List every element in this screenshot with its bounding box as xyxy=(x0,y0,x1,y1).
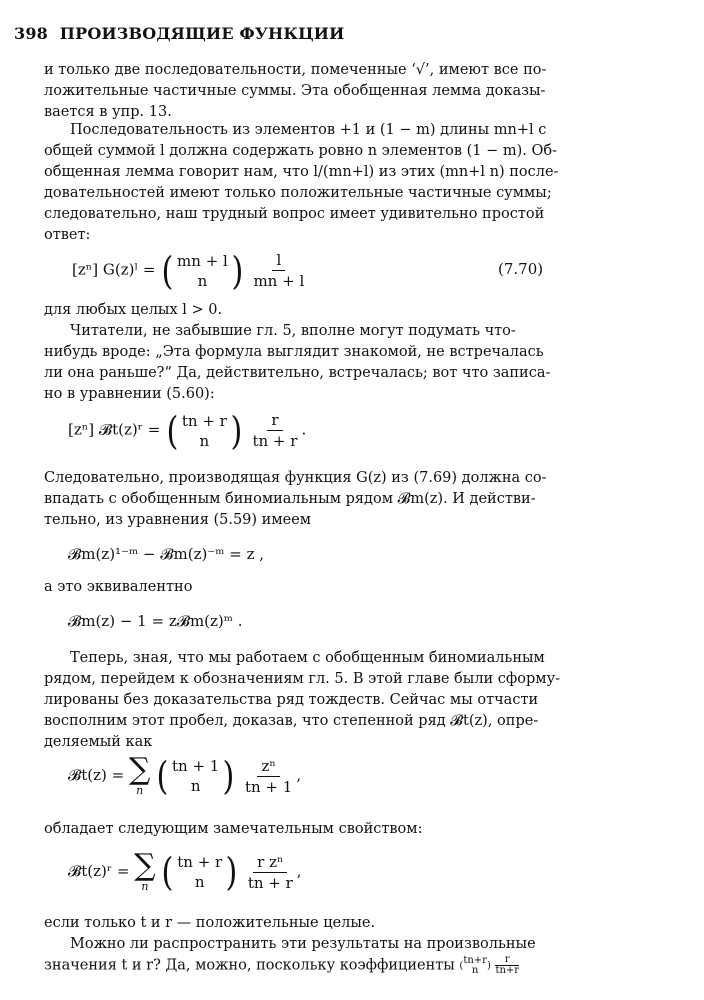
text-line: рядом, перейдем к обозначениям гл. 5. В этой главе были сформу- xyxy=(44,671,560,687)
text-line: а это эквивалентно xyxy=(44,579,193,595)
binom-bottom: n xyxy=(197,271,208,290)
fraction xyxy=(244,852,297,893)
paragraph-3 xyxy=(44,300,544,321)
fraction xyxy=(241,756,296,797)
paragraph-2 xyxy=(44,120,559,246)
text-line: ответ: xyxy=(44,227,91,243)
formula-tail: . xyxy=(301,420,307,439)
formula-tail: , xyxy=(296,862,302,880)
text-line: общенная лемма говорит нам, что l/(mn+l) из этих (mn+l n) после- xyxy=(44,164,559,180)
formula-5-59: 𝓑m(z)¹⁻ᵐ − 𝓑m(z)⁻ᵐ = z , xyxy=(68,545,265,563)
sum-index: n xyxy=(141,880,149,893)
text-line: нибудь вроде: „Эта формула выглядит знакомой, не встречалась xyxy=(44,344,544,360)
sum-index: n xyxy=(136,784,144,797)
paragraph-4 xyxy=(44,321,551,405)
formula-equivalent: 𝓑m(z) − 1 = z𝓑m(z)ᵐ . xyxy=(68,612,243,630)
frac-denominator: mn + l xyxy=(253,272,305,290)
page-number: 398 xyxy=(14,24,48,43)
binom-top: mn + l xyxy=(177,251,228,270)
text-line: лированы без доказательства ряд тождеств. Сейчас мы отчасти xyxy=(44,692,539,708)
formula-7-70: [zⁿ] G(z)ˡ = ( mn + l n ) $\frac{l}{mn + l}$ xyxy=(72,250,308,291)
sum-symbol: ∑ n xyxy=(128,752,151,797)
text-line: обладает следующим замечательным свойством: xyxy=(44,821,423,837)
formula-lhs: 𝓑t(z)ʳ = xyxy=(68,862,130,880)
text-line: тельно, из уравнения (5.59) имеем xyxy=(44,512,312,528)
text-line: восполним этот пробел, доказав, что степенной ряд 𝓑t(z), опре- xyxy=(44,713,539,729)
frac-numerator: r xyxy=(495,955,519,966)
text-line-last xyxy=(44,955,544,977)
text-line: впадать с обобщенным биномиальным рядом 𝓑m(z). И действи- xyxy=(44,491,536,507)
text-line: вается в упр. 13. xyxy=(44,104,172,120)
inline-fraction xyxy=(495,955,519,976)
running-header xyxy=(14,24,344,43)
binom-bottom: n xyxy=(199,431,210,450)
binomial xyxy=(180,411,229,451)
formula-bt-power-property: 𝓑t(z)ʳ = ∑ n ( tn + r n ) $\frac{\text{r zⁿ}}{tn + r}$ , xyxy=(68,848,302,894)
formula-5-60: [zⁿ] 𝓑t(z)ʳ = ( tn + r n ) $\frac{r}{tn + r}$ . xyxy=(68,408,307,453)
binom-bottom: n xyxy=(194,873,205,891)
frac-denominator: tn + r xyxy=(247,873,293,892)
paragraph-6 xyxy=(44,577,544,598)
text-line: общей суммой l должна содержать ровно n элементов (1 − m). Об- xyxy=(44,143,558,159)
binom-top: tn + r xyxy=(181,411,227,430)
frac-numerator: r xyxy=(267,410,282,431)
frac-denominator: tn + 1 xyxy=(244,777,293,796)
binomial xyxy=(175,852,224,892)
formula-lhs: [zⁿ] 𝓑t(z)ʳ = xyxy=(68,420,161,439)
text-line: если только t и r — положительные целые. xyxy=(44,915,376,931)
frac-numerator: l xyxy=(272,250,285,271)
text-line: довательностей имеют только положительные частичные суммы; xyxy=(44,185,552,201)
sum-symbol: ∑ n xyxy=(134,848,156,893)
inline-binomial: ( tn+r n ) xyxy=(459,954,491,976)
formula-lhs: [zⁿ] G(z)ˡ = xyxy=(72,260,156,279)
binom-bottom: n xyxy=(190,777,201,795)
text-line: и только две последовательности, помеченные ‘√’, имеют все по- xyxy=(44,62,547,78)
paragraph-8 xyxy=(44,819,544,840)
binomial xyxy=(175,251,230,291)
equation-number: (7.70) xyxy=(498,260,544,278)
fraction xyxy=(249,250,308,291)
text-line: ли она раньше?“ Да, действительно, встречалась; вот что записа- xyxy=(44,365,551,381)
text-line: деляемый как xyxy=(44,734,153,750)
text-line: Можно ли распространить эти результаты на произвольные xyxy=(70,936,536,952)
frac-numerator: zⁿ xyxy=(257,756,279,777)
binom-top: tn + r xyxy=(177,853,223,871)
text-line: следовательно, наш трудный вопрос имеет удивительно простой xyxy=(44,206,545,222)
formula-bt-definition: 𝓑t(z) = ∑ n ( tn + 1 n ) $\frac{\text{zⁿ}}{tn + 1}$ , xyxy=(68,752,302,798)
text-fragment: значения t и r? Да, можно, поскольку коэффициенты xyxy=(44,957,455,974)
paragraph-1 xyxy=(44,60,547,123)
formula-lhs: 𝓑t(z) = xyxy=(68,766,125,784)
fraction xyxy=(248,410,301,451)
formula-tail: , xyxy=(296,766,302,784)
binom-bottom: n xyxy=(471,964,479,976)
paragraph-9 xyxy=(44,913,544,977)
text-line: Следовательно, производящая функция G(z) из (7.69) должна со- xyxy=(44,470,547,486)
text-line: Теперь, зная, что мы работаем с обобщенным биномиальным xyxy=(70,650,545,666)
binom-top: tn+r xyxy=(463,954,487,966)
binomial xyxy=(170,756,221,796)
paragraph-5 xyxy=(44,468,547,531)
paragraph-7 xyxy=(44,648,560,753)
frac-numerator: r zⁿ xyxy=(253,852,287,873)
text-line: Читатели, не забывшие гл. 5, вполне могут подумать что- xyxy=(70,323,516,339)
chapter-title: ПРОИЗВОДЯЩИЕ ФУНКЦИИ xyxy=(59,24,345,43)
frac-denominator: tn+r xyxy=(495,965,520,976)
text-line: для любых целых l > 0. xyxy=(44,302,223,318)
binom-top: tn + 1 xyxy=(172,757,220,775)
text-line: ложительные частичные суммы. Эта обобщенная лемма доказы- xyxy=(44,83,546,99)
text-line: но в уравнении (5.60): xyxy=(44,386,215,402)
frac-denominator: tn + r xyxy=(252,432,298,450)
text-line: Последовательность из элементов +1 и (1 − m) длины mn+l с xyxy=(70,122,547,138)
